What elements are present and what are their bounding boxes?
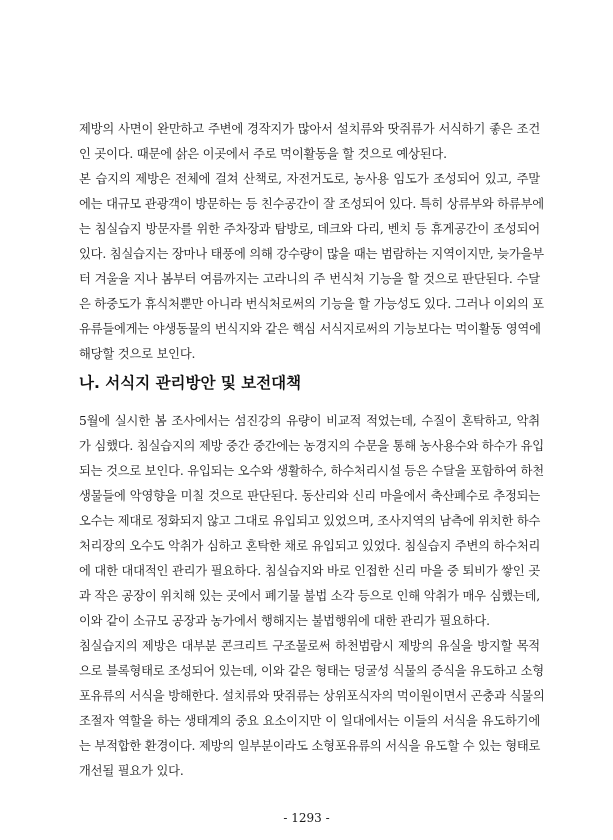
paragraph-2-line-3: 는 침실습지 방문자를 위한 주차장과 탐방로, 데크와 다리, 벤치 등 휴게공간이 조성되어 bbox=[79, 222, 540, 236]
paragraph-2-line-7: 유류들에게는 야생동물의 번식지와 같은 핵심 서식지로써의 기능보다는 먹이활동 영역에 bbox=[79, 322, 541, 336]
paragraph-3-line-3: 되는 것으로 보인다. 유입되는 오수와 생활하수, 하수처리시설 등은 수달을 포함하여 하천 bbox=[79, 464, 544, 478]
paragraph-1-line-2: 인 곳이다. 때문에 삵은 이곳에서 주로 먹이활동을 할 것으로 예상된다. bbox=[79, 147, 447, 161]
section-heading: 나. 서식지 관리방안 및 보전대책 bbox=[79, 374, 302, 392]
paragraph-3-line-1: 5월에 실시한 봄 조사에서는 섬진강의 유량이 비교적 적었는데, 수질이 혼탁하고, 악취 bbox=[79, 414, 540, 428]
paragraph-4-line-4: 조절자 역할을 하는 생태계의 중요 요소이지만 이 일대에서는 이들의 서식을 유도하기에 bbox=[79, 714, 540, 728]
paragraph-3-line-5: 오수는 제대로 정화되지 않고 그대로 유입되고 있었으며, 조사지역의 남측에 위치한 하수 bbox=[79, 514, 541, 528]
paragraph-2-line-2: 에는 대규모 관광객이 방문하는 등 친수공간이 잘 조성되어 있다. 특히 상류부와 하류부에 bbox=[79, 197, 544, 211]
paragraph-2-line-4: 있다. 침실습지는 장마나 태풍에 의해 강수량이 많을 때는 범람하는 지역이지만, 늦가을부 bbox=[79, 247, 544, 261]
paragraph-2-line-5: 터 겨울을 지나 봄부터 여름까지는 고라니의 주 번식처 기능을 할 것으로 판단된다. 수달 bbox=[79, 272, 540, 286]
paragraph-4-line-2: 으로 블록형태로 조성되어 있는데, 이와 같은 형태는 덩굴성 식물의 증식을 유도하고 소형 bbox=[79, 664, 544, 678]
paragraph-1-line-1: 제방의 사면이 완만하고 주변에 경작지가 많아서 설치류와 땃쥐류가 서식하기 좋은 조건 bbox=[79, 122, 540, 136]
paragraph-3-line-8: 과 작은 공장이 위치해 있는 곳에서 폐기물 불법 소각 등으로 인해 악취가 매우 심했는데, bbox=[79, 589, 540, 603]
paragraph-4-line-5: 는 부적합한 환경이다. 제방의 일부분이라도 소형포유류의 서식을 유도할 수 있는 형태로 bbox=[79, 739, 541, 753]
paragraph-4-line-3: 포유류의 서식을 방해한다. 설치류와 땃쥐류는 상위포식자의 먹이원이면서 곤충과 식물의 bbox=[79, 689, 545, 703]
paragraph-2-line-6: 은 하중도가 휴식처뿐만 아니라 번식처로써의 기능을 할 가능성도 있다. 그러나 이외의 포 bbox=[79, 297, 544, 311]
paragraph-2-line-1: 본 습지의 제방은 전체에 걸쳐 산책로, 자전거도로, 농사용 임도가 조성되어 있고, 주말 bbox=[79, 172, 540, 186]
paragraph-2-line-8: 해당할 것으로 보인다. bbox=[79, 347, 196, 361]
paragraph-3-line-6: 처리장의 오수도 악취가 심하고 혼탁한 채로 유입되고 있었다. 침실습지 주변의 하수처리 bbox=[79, 539, 541, 553]
paragraph-3-line-4: 생물들에 악영향을 미칠 것으로 판단된다. 동산리와 신리 마을에서 축산폐수로 추정되는 bbox=[79, 489, 540, 503]
paragraph-3-line-7: 에 대한 대대적인 관리가 필요하다. 침실습지와 바로 인접한 신리 마을 중 퇴비가 쌓인 곳 bbox=[79, 564, 540, 578]
paragraph-3-line-2: 가 심했다. 침실습지의 제방 중간 중간에는 농경지의 수문을 통해 농사용수와 하수가 유입 bbox=[79, 439, 544, 453]
paragraph-4-line-1: 침실습지의 제방은 대부분 콘크리트 구조물로써 하천범람시 제방의 유실을 방지할 목적 bbox=[79, 639, 540, 653]
page-number: - 1293 - bbox=[283, 811, 330, 825]
paragraph-3-line-9: 이와 같이 소규모 공장과 농가에서 행해지는 불법행위에 대한 관리가 필요하다. bbox=[79, 614, 490, 628]
paragraph-4-line-6: 개선될 필요가 있다. bbox=[79, 764, 184, 778]
